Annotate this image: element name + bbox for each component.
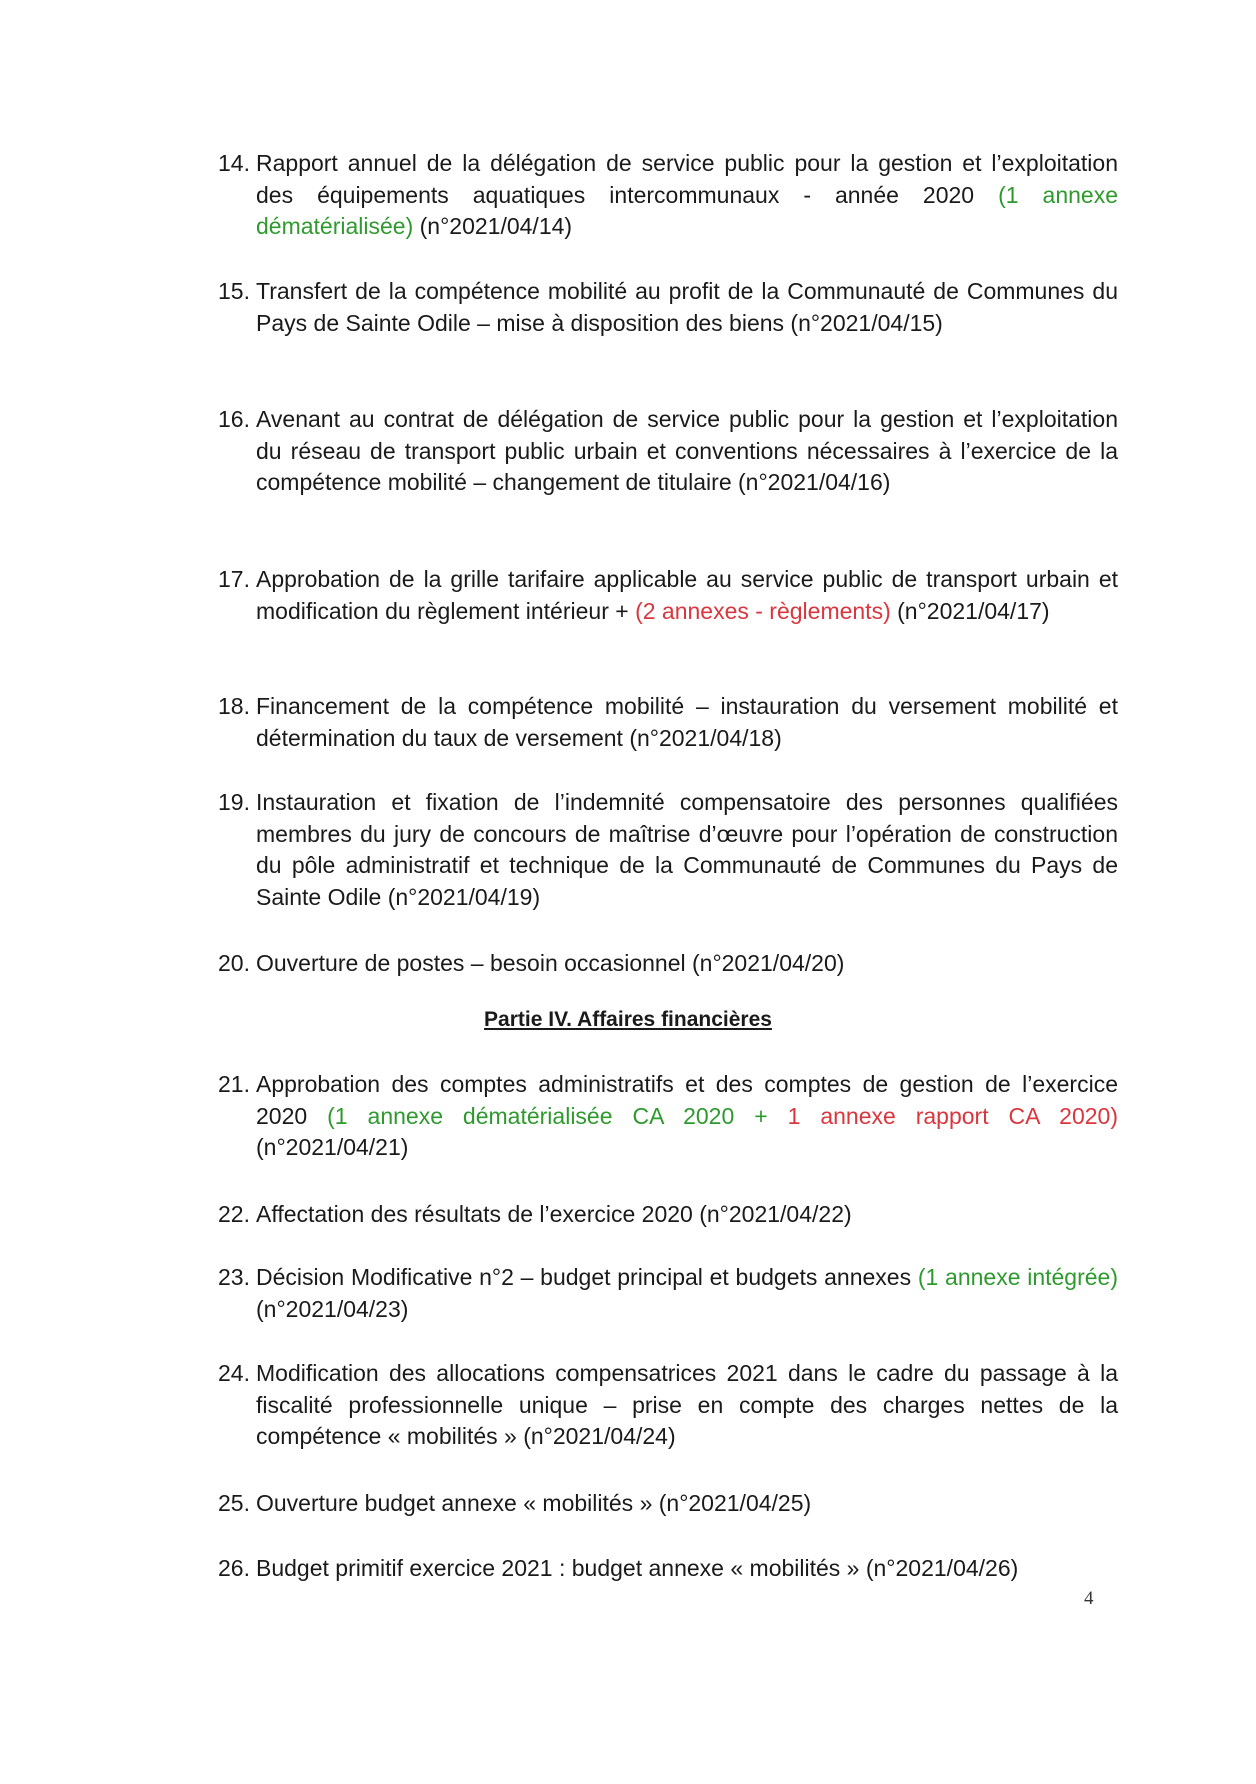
annex-note: 1 annexe rapport CA 2020) (787, 1102, 1118, 1129)
annex-note: (2 annexes - règlements) (635, 597, 891, 624)
item-number: 17. (218, 566, 250, 592)
item-text: Ouverture budget annexe « mobilités » (n°2021/04/25) (256, 1490, 812, 1516)
item-text: Rapport annuel de la délégation de service public pour la gestion et l’exploitation des équipements aquatiques intercommunaux - année 2020 (1 annexe dématérialisée) (n°2021/04/14) (256, 150, 1118, 239)
agenda-item-14 (218, 148, 1118, 243)
agenda-item-16 (218, 404, 1118, 499)
annex-note: (1 annexe intégrée) (917, 1264, 1119, 1290)
item-text: Instauration et fixation de l’indemnité compensatoire des personnes qualifiées membres du jury de concours de maîtrise d’œuvre pour l’opération de construction du pôle administratif et technique de la Communauté de Communes du Pays de Sainte Odile (n°2021/04/19) (256, 789, 1118, 910)
item-number: 22. (218, 1201, 250, 1227)
item-number: 18. (218, 693, 250, 719)
item-number: 20. (218, 950, 250, 976)
item-text: Transfert de la compétence mobilité au profit de la Communauté de Communes du Pays de Sainte Odile – mise à disposition des biens (n°2021/04/15) (256, 278, 1118, 336)
annex-note: (1 annexe dématérialisée CA 2020 + (327, 1102, 788, 1129)
agenda-item-22 (218, 1199, 1118, 1231)
item-text: Ouverture de postes – besoin occasionnel (n°2021/04/20) (256, 950, 845, 976)
agenda-item-17 (218, 564, 1118, 627)
agenda-item-26 (218, 1553, 1118, 1585)
item-number: 15. (218, 278, 250, 304)
item-number: 23. (218, 1264, 250, 1290)
item-text: Budget primitif exercice 2021 : budget annexe « mobilités » (n°2021/04/26) (256, 1555, 1019, 1581)
item-text: Approbation des comptes administratifs et des comptes de gestion de l’exercice 2020 (1 annexe dématérialisée CA 2020 + 1 annexe rapport CA 2020) (n°2021/04/21) (256, 1071, 1118, 1160)
item-text: Financement de la compétence mobilité – instauration du versement mobilité et détermination du taux de versement (n°2021/04/18) (256, 693, 1118, 751)
agenda-item-20 (218, 948, 1118, 980)
section-title: Partie IV. Affaires financières (484, 1008, 772, 1031)
item-number: 26. (218, 1555, 250, 1581)
item-number: 19. (218, 789, 250, 815)
agenda-item-19 (218, 787, 1118, 913)
item-text: Avenant au contrat de délégation de service public pour la gestion et l’exploitation du réseau de transport public urbain et conventions nécessaires à l’exercice de la compétence mobilité – changement de titulaire (n°2021/04/16) (256, 406, 1118, 495)
item-text: Modification des allocations compensatrices 2021 dans le cadre du passage à la fiscalité professionnelle unique – prise en compte des charges nettes de la compétence « mobilités » (n°2021/04/24) (256, 1360, 1118, 1449)
annex-note: (1 annexe dématérialisée) (256, 181, 1118, 239)
item-number: 14. (218, 150, 250, 176)
item-text: Décision Modificative n°2 – budget principal et budgets annexes (1 annexe intégrée) (n°2021/04/23) (256, 1264, 1119, 1322)
agenda-item-18 (218, 691, 1118, 754)
agenda-item-24 (218, 1358, 1118, 1453)
item-number: 16. (218, 406, 250, 432)
agenda-item-23 (218, 1262, 1119, 1325)
item-number: 24. (218, 1360, 250, 1386)
item-text: Affectation des résultats de l’exercice 2020 (n°2021/04/22) (256, 1201, 852, 1227)
item-number: 21. (218, 1071, 250, 1097)
item-number: 25. (218, 1490, 250, 1516)
item-text: Approbation de la grille tarifaire applicable au service public de transport urbain et modification du règlement intérieur + (2 annexes - règlements) (n°2021/04/17) (256, 566, 1118, 624)
agenda-item-25 (218, 1488, 1118, 1520)
agenda-item-21 (218, 1069, 1118, 1164)
page-number: 4 (1084, 1588, 1094, 1609)
agenda-item-15 (218, 276, 1118, 339)
